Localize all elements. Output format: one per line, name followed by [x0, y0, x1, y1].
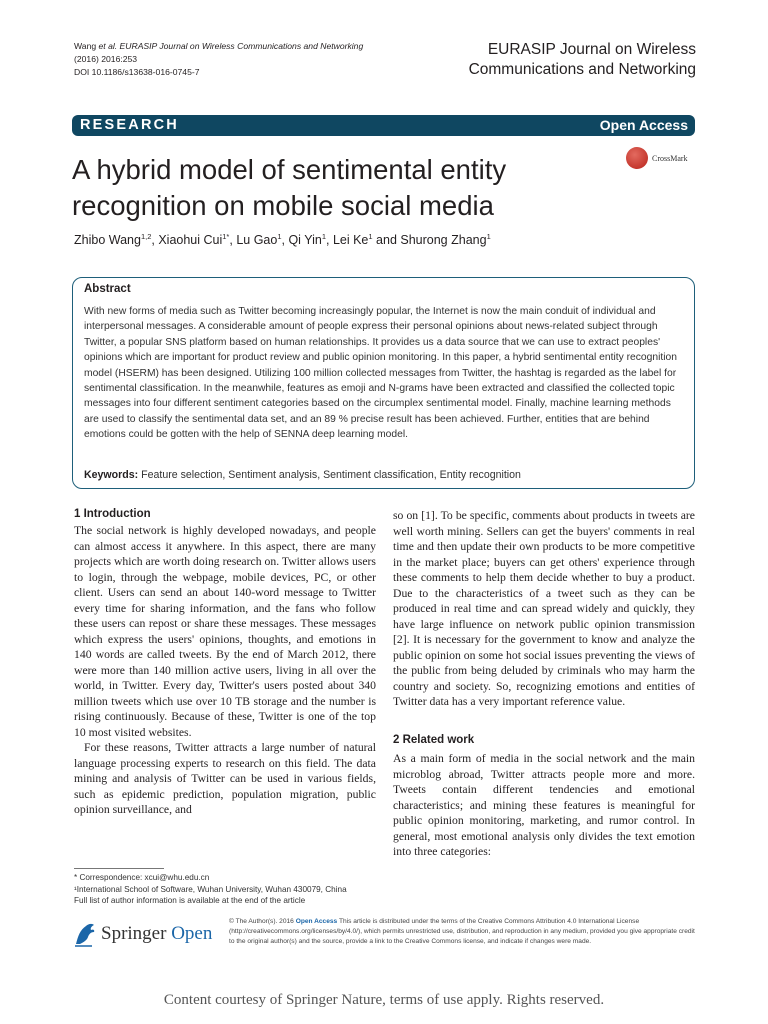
publisher-suffix: Open [171, 923, 213, 944]
affiliation: ¹International School of Software, Wuhan University, Wuhan 430079, China [74, 884, 347, 894]
author-name[interactable]: Xiaohui Cui [158, 233, 223, 248]
author-affiliation-sup: 1 [277, 232, 282, 241]
license-copyright: © The Author(s). 2016 [229, 918, 296, 925]
license-text: This article is distributed under the terms of the Creative Commons Attribution 4.0 International License (http://creativecommons.org/licenses/by/4.0/), which permits unrestricted use, distribution, and reproduction in any medium, provided you give appropriate credit to the original author(s) and the source, provide a link to the Creative Commons license, and indicate if changes were made. [229, 918, 695, 946]
article-title: A hybrid model of sentimental entity recognition on mobile social media [72, 154, 507, 221]
citation-prefix: Wang [74, 41, 99, 51]
author-name[interactable]: Zhibo Wang [74, 233, 141, 248]
citation-year: (2016) 2016:253 [74, 54, 138, 64]
related-work-paragraph: As a main form of media in the social network and the main microblog abroad, Twitter attracts people more and more. Tweets contain different tendencies and emotional characteristics; and mining these features is meaningful for public opinion monitoring, marketing, and rumor control. In general, most emotional analysis only divides the text emotion into three categories: [393, 752, 695, 858]
author-affiliation-sup: 1 [486, 232, 491, 241]
author-affiliation-sup: 1* [222, 232, 230, 241]
open-access-label: Open Access [599, 117, 688, 133]
publisher-name: Springer [101, 923, 167, 944]
journal-name-line1: EURASIP Journal on Wireless [487, 41, 696, 58]
section-heading-introduction: 1 Introduction [74, 508, 151, 520]
author-separator: , [151, 233, 159, 248]
author-name[interactable]: Lu Gao [236, 233, 278, 248]
abstract-text [84, 304, 688, 443]
author-affiliation-sup: 1,2 [140, 232, 152, 241]
author-affiliation-sup: 1 [321, 232, 326, 241]
license-notice [229, 917, 696, 948]
journal-name [469, 40, 696, 80]
intro-paragraph-3: so on [1]. To be specific, comments about products in tweets are well worth mining. Sellers can get the buyers' comments in real time and then update their own products to be more competitive in the market place; buyers can get others' experience through these comments to help them decide whether to buy a product. Due to the characteristics of a tweet such as they can be produced in real time and can spread widely and quickly, they have large influence on network public opinion transmission [2]. It is necessary for the government to know and analyze the public opinion on some hot social issues preventing the views of the public from being deluded by criminals who may harm the country and society. So, recognizing emotions and entities of Twitter data has a very important reference value. [393, 509, 695, 708]
keywords-label: Keywords: [84, 469, 139, 481]
author-separator: , [281, 233, 289, 248]
publisher-wordmark [101, 923, 212, 945]
springer-open-logo [72, 918, 217, 954]
author-name[interactable]: Qi Yin [288, 233, 322, 248]
keywords-list: Feature selection, Sentiment analysis, Sentiment classification, Entity recognition [141, 469, 521, 481]
column-left [74, 508, 376, 818]
author-name[interactable]: Shurong Zhang [400, 233, 487, 248]
author-name[interactable]: Lei Ke [332, 233, 369, 248]
courtesy-notice: Content courtesy of Springer Nature, terms of use apply. Rights reserved. [163, 992, 605, 1008]
citation-block [74, 40, 374, 79]
column-right [393, 508, 695, 860]
doi[interactable]: DOI 10.1186/s13638-016-0745-7 [74, 67, 200, 77]
abstract-body: With new forms of media such as Twitter becoming increasingly popular, the Internet is now the main conduit of individual and interpersonal messages. A considerable amount of people express their personal opinions about news-related subject through Twitter, a popular SNS platform based on human relationships. It provides us a data source that we can use to extract peoples' opinions which are important for product review and public opinion monitoring. In this paper, a hybrid sentimental entity recognition model (HSERM) has been designed. Utilizing 100 million collected messages from Twitter, the hashtag is regarded as the label for sentimental classification. In the meanwhile, features as emoji and N-grams have been extracted and classified the collected topic messages into four different sentiment categories based on the circumplex sentimental model. Finally, machine learning methods are used to classify the sentimental data set, and an 89 % precise result has been achieved. Further, entities that are behind emotions could be gotten with the help of SENNA deep learning model. [84, 306, 677, 441]
crossmark-icon [626, 147, 648, 169]
author-separator: , [229, 233, 237, 248]
intro-paragraph-1: The social network is highly developed nowadays, and people can almost access it anywhere. In this aspect, there are many projects which are worth doing research on. Twitter allows users to login, through the webpage, mobile devices, PC, or other client. Users can send an about 140-word message to Twitter every time for sharing information, and the fans who follow these users can repost or share these messages. These messages which express the users' opinions, thoughts, and emotions in 140 words are called tweets. By the end of March 2012, there were more than 140 million active users, living in all over the world, in Twitter. Every day, Twitter's users posted about 340 million tweets which use over 10 TB storage and the number is rising continuously. Because of these, Twitter is one of the top 10 most visited websites. [74, 524, 376, 739]
journal-name-line2: Communications and Networking [468, 61, 696, 78]
footnote [74, 872, 384, 907]
author-info-note: Full list of author information is available at the end of the article [74, 896, 306, 905]
article-type-label: RESEARCH [80, 117, 179, 133]
section-heading-related-work: 2 Related work [393, 733, 475, 746]
correspondence: * Correspondence: xcui@whu.edu.cn [74, 873, 210, 882]
citation-journal: et al. EURASIP Journal on Wireless Communications and Networking [98, 41, 364, 51]
license-open-access: Open Access [295, 918, 338, 925]
abstract-heading: Abstract [84, 283, 131, 295]
author-separator: , [325, 233, 333, 248]
author-list [74, 232, 491, 247]
author-separator: and [372, 233, 401, 248]
crossmark-label: CrossMark [652, 154, 688, 163]
intro-paragraph-2: For these reasons, Twitter attracts a large number of natural language processing experts to research on this field. The data mining and analysis of Twitter can be used in various fields, such as epidemic prediction, population migration, public opinion surveillance, and [74, 741, 376, 816]
keywords [84, 469, 688, 481]
footnote-rule [74, 868, 164, 869]
springer-horse-icon [72, 920, 98, 948]
author-affiliation-sup: 1 [368, 232, 373, 241]
crossmark-badge[interactable] [626, 147, 696, 171]
